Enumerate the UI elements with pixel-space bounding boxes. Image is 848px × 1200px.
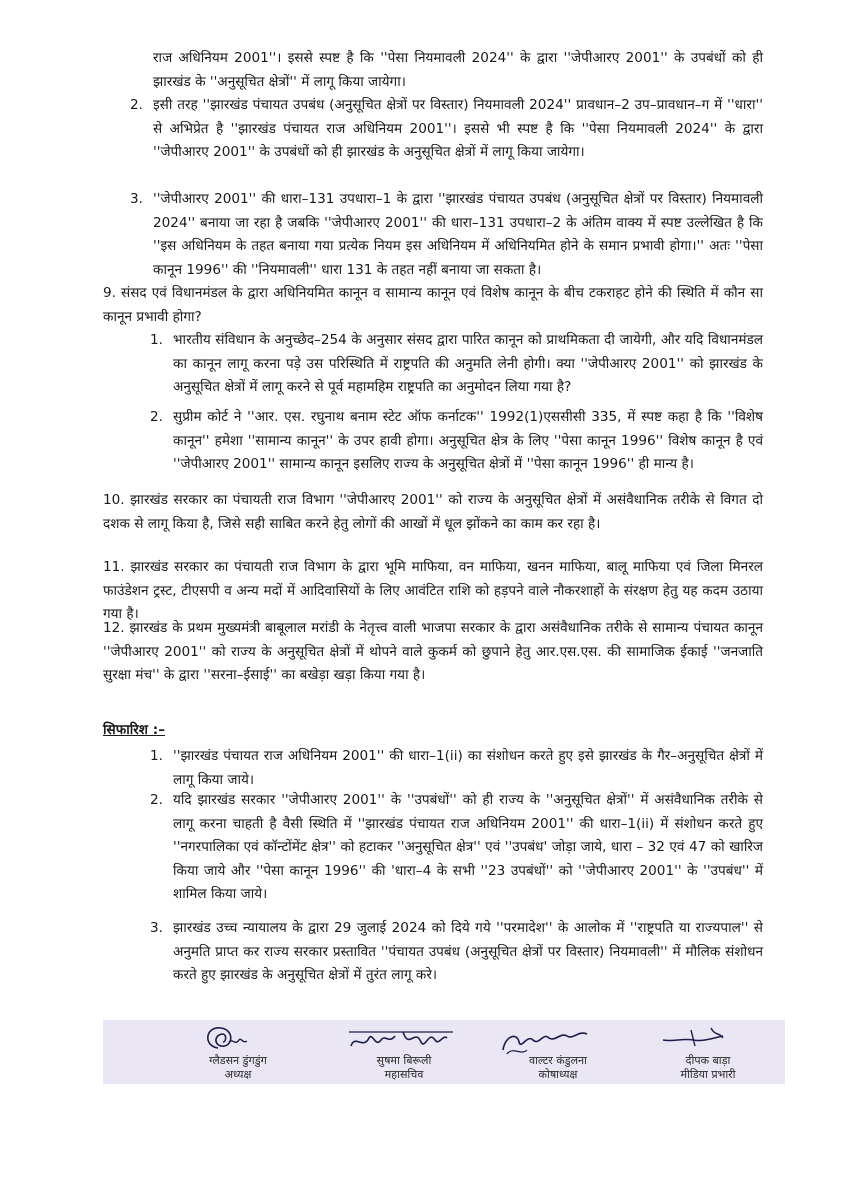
- signatory-name: दीपक बाड़ा: [685, 1054, 731, 1067]
- signatory-role: महासचिव: [384, 1068, 424, 1081]
- signature-block-president: [163, 1020, 313, 1084]
- list-item: भारतीय संविधान के अनुच्छेद–254 के अनुसार संसद द्वारा पारित कानून को प्राथमिकता दी जायेगी, और यदि विधानमंडल का कानून लागू करना पड़े उस परिस्थिति में राष्ट्रपति की अनुमति लेनी होगी। क्या ''जेपीआरए 2001'' को झारखंड के अनुसूचित क्षेत्रों में लागू करने से पूर्व महामहिम राष्ट्रपति का अनुमोदन लिया गया है?: [173, 332, 763, 395]
- list-item: ''जेपीआरए 2001'' की धारा–131 उपधारा–1 के द्वारा ''झारखंड पंचायत उपबंध (अनुसूचित क्षेत्रों पर विस्तार) नियमावली 2024'' बनाया जा रहा है जबकि ''जेपीआरए 2001'' की धारा–131 उपधारा–2 के अंतिम वाक्य में स्पष्ट उल्लेखित है कि ''इस अधिनियम के तहत बनाया गया प्रत्येक नियम इस अधिनियम में अधिनियमित होने के समान प्रभावी होगा।'' अतः ''पेसा कानून 1996'' की ''नियमावली'' धारा 131 के तहत नहीं बनाया जा सकता है।: [153, 191, 763, 278]
- point-10-paragraph: 10. झारखंड सरकार का पंचायती राज विभाग ''जेपीआरए 2001'' को राज्य के अनुसूचित क्षेत्रों में असंवैधानिक तरीके से विगत दो दशक से लागू किया है, जिसे सही साबित करने हेतु लोगों की आखों में धूल झोंकने का काम कर रहा है।: [103, 492, 763, 532]
- point-9-question: 9. संसद एवं विधानमंडल के द्वारा अधिनियमित कानून व सामान्य कानून एवं विशेष कानून के बीच टकराहट होने की स्थिति में कौन सा कानून प्रभावी होगा?: [103, 285, 763, 325]
- item-number: 2.: [150, 409, 163, 425]
- item-number: 1.: [150, 332, 163, 348]
- list-item: ''झारखंड पंचायत राज अधिनियम 2001'' की धारा–1(ii) का संशोधन करते हुए इसे झारखंड के गैर–अनुसूचित क्षेत्रों में लागू किया जाये।: [173, 748, 763, 788]
- continuation-paragraph: राज अधिनियम 2001''। इससे स्पष्ट है कि ''पेसा नियमावली 2024'' के द्वारा ''जेपीआरए 2001'' के उपबंधों को ही झारखंड के ''अनुसूचित क्षेत्रों'' में लागू किया जायेगा।: [153, 50, 763, 90]
- signatory-role: मीडिया प्रभारी: [680, 1068, 736, 1081]
- point-11-paragraph: 11. झारखंड सरकार का पंचायती राज विभाग के द्वारा भूमि माफिया, वन माफिया, खनन माफिया, बालू माफिया एवं जिला मिनरल फाउंडेशन ट्रस्ट, टीएसपी व अन्य मदों में आदिवासियों के लिए आवंटित राशि को हड़पने वाले नौकरशाहों के संरक्षण हेतु यह कदम उठाया गया है।: [103, 559, 763, 622]
- signatory-role: कोषाध्यक्ष: [538, 1068, 578, 1081]
- signatory-name: ग्लैडसन डुंगडुंग: [209, 1054, 267, 1067]
- signatory-name: वाल्टर कंडुलना: [528, 1054, 588, 1067]
- signatory-name: सुषमा बिरूली: [376, 1054, 432, 1067]
- item-number: 1.: [150, 748, 163, 764]
- recommendations-heading: सिफारिश :–: [103, 722, 166, 738]
- list-item: यदि झारखंड सरकार ''जेपीआरए 2001'' के ''उपबंधों'' को ही राज्य के ''अनुसूचित क्षेत्रों'' में असंवैधानिक तरीके से लागू करना चाहती है वैसी स्थिति में ''झारखंड पंचायत राज अधिनियम 2001'' की धारा–1(ii) में संशोधन करते हुए ''नगरपालिका एवं कॉन्टोंमेंट क्षेत्र'' को हटाकर ''अनुसूचित क्षेत्र'' एवं ''उपबंध' जोड़ा जाये, धारा – 32 एवं 47 को खारिज किया जाये और ''पेसा कानून 1996'' की 'धारा–4 के सभी ''23 उपबंधों'' को ''जेपीआरए 2001'' के ''उपबंध'' में शामिल किया जाये।: [173, 792, 763, 902]
- item-number: 2.: [130, 97, 143, 113]
- signature-block-treasurer: [483, 1020, 633, 1084]
- list-item: सुप्रीम कोर्ट ने ''आर. एस. रघुनाथ बनाम स्टेट ऑफ कर्नाटक'' 1992(1)एससीसी 335, में स्पष्ट कहा है कि ''विशेष कानून'' हमेशा ''सामान्य कानून'' के उपर हावी होगा। अनुसूचित क्षेत्र के लिए ''पेसा कानून 1996'' विशेष कानून है एवं ''जेपीआरए 2001'' सामान्य कानून इसलिए राज्य के अनुसूचित क्षेत्रों में ''पेसा कानून 1996'' ही मान्य है।: [173, 409, 763, 472]
- signatory-role: अध्यक्ष: [224, 1068, 252, 1081]
- list-item: इसी तरह ''झारखंड पंचायत उपबंध (अनुसूचित क्षेत्रों पर विस्तार) नियमावली 2024'' प्रावधान–2 उप–प्रावधान–ग में ''धारा'' से अभिप्रेत है ''झारखंड पंचायत राज अधिनियम 2001''। इससे भी स्पष्ट है कि ''पेसा नियमावली 2024'' के द्वारा ''जेपीआरए 2001'' के उपबंधों को ही झारखंड के अनुसूचित क्षेत्रों में लागू किया जायेगा।: [153, 97, 763, 160]
- list-item: झारखंड उच्च न्यायालय के द्वारा 29 जुलाई 2024 को दिये गये ''परमादेश'' के आलोक में ''राष्ट्रपति या राज्यपाल'' से अनुमति प्राप्त कर राज्य सरकार प्रस्तावित ''पंचायत उपबंध (अनुसूचित क्षेत्रों पर विस्तार) नियमावली'' में मौलिक संशोधन करते हुए झारखंड के अनुसूचित क्षेत्रों में तुरंत लागू करे।: [173, 920, 763, 983]
- item-number: 3.: [150, 920, 163, 936]
- signature-band: [103, 1020, 785, 1084]
- signature-block-media: [633, 1020, 783, 1084]
- point-12-paragraph: 12. झारखंड के प्रथम मुख्यमंत्री बाबूलाल मरांडी के नेतृत्त्व वाली भाजपा सरकार के द्वारा असंवैधानिक तरीके से सामान्य पंचायत कानून ''जेपीआरए 2001'' को राज्य के अनुसूचित क्षेत्रों में थोपने वाले कुकर्म को छुपाने हेतु आर.एस.एस. की सामाजिक ईकाई ''जनजाति सुरक्षा मंच'' के द्वारा ''सरना–ईसाई'' का बखेड़ा खड़ा किया गया है।: [103, 620, 763, 683]
- signature-block-general-secretary: [329, 1020, 479, 1084]
- item-number: 2.: [150, 792, 163, 808]
- item-number: 3.: [130, 191, 143, 207]
